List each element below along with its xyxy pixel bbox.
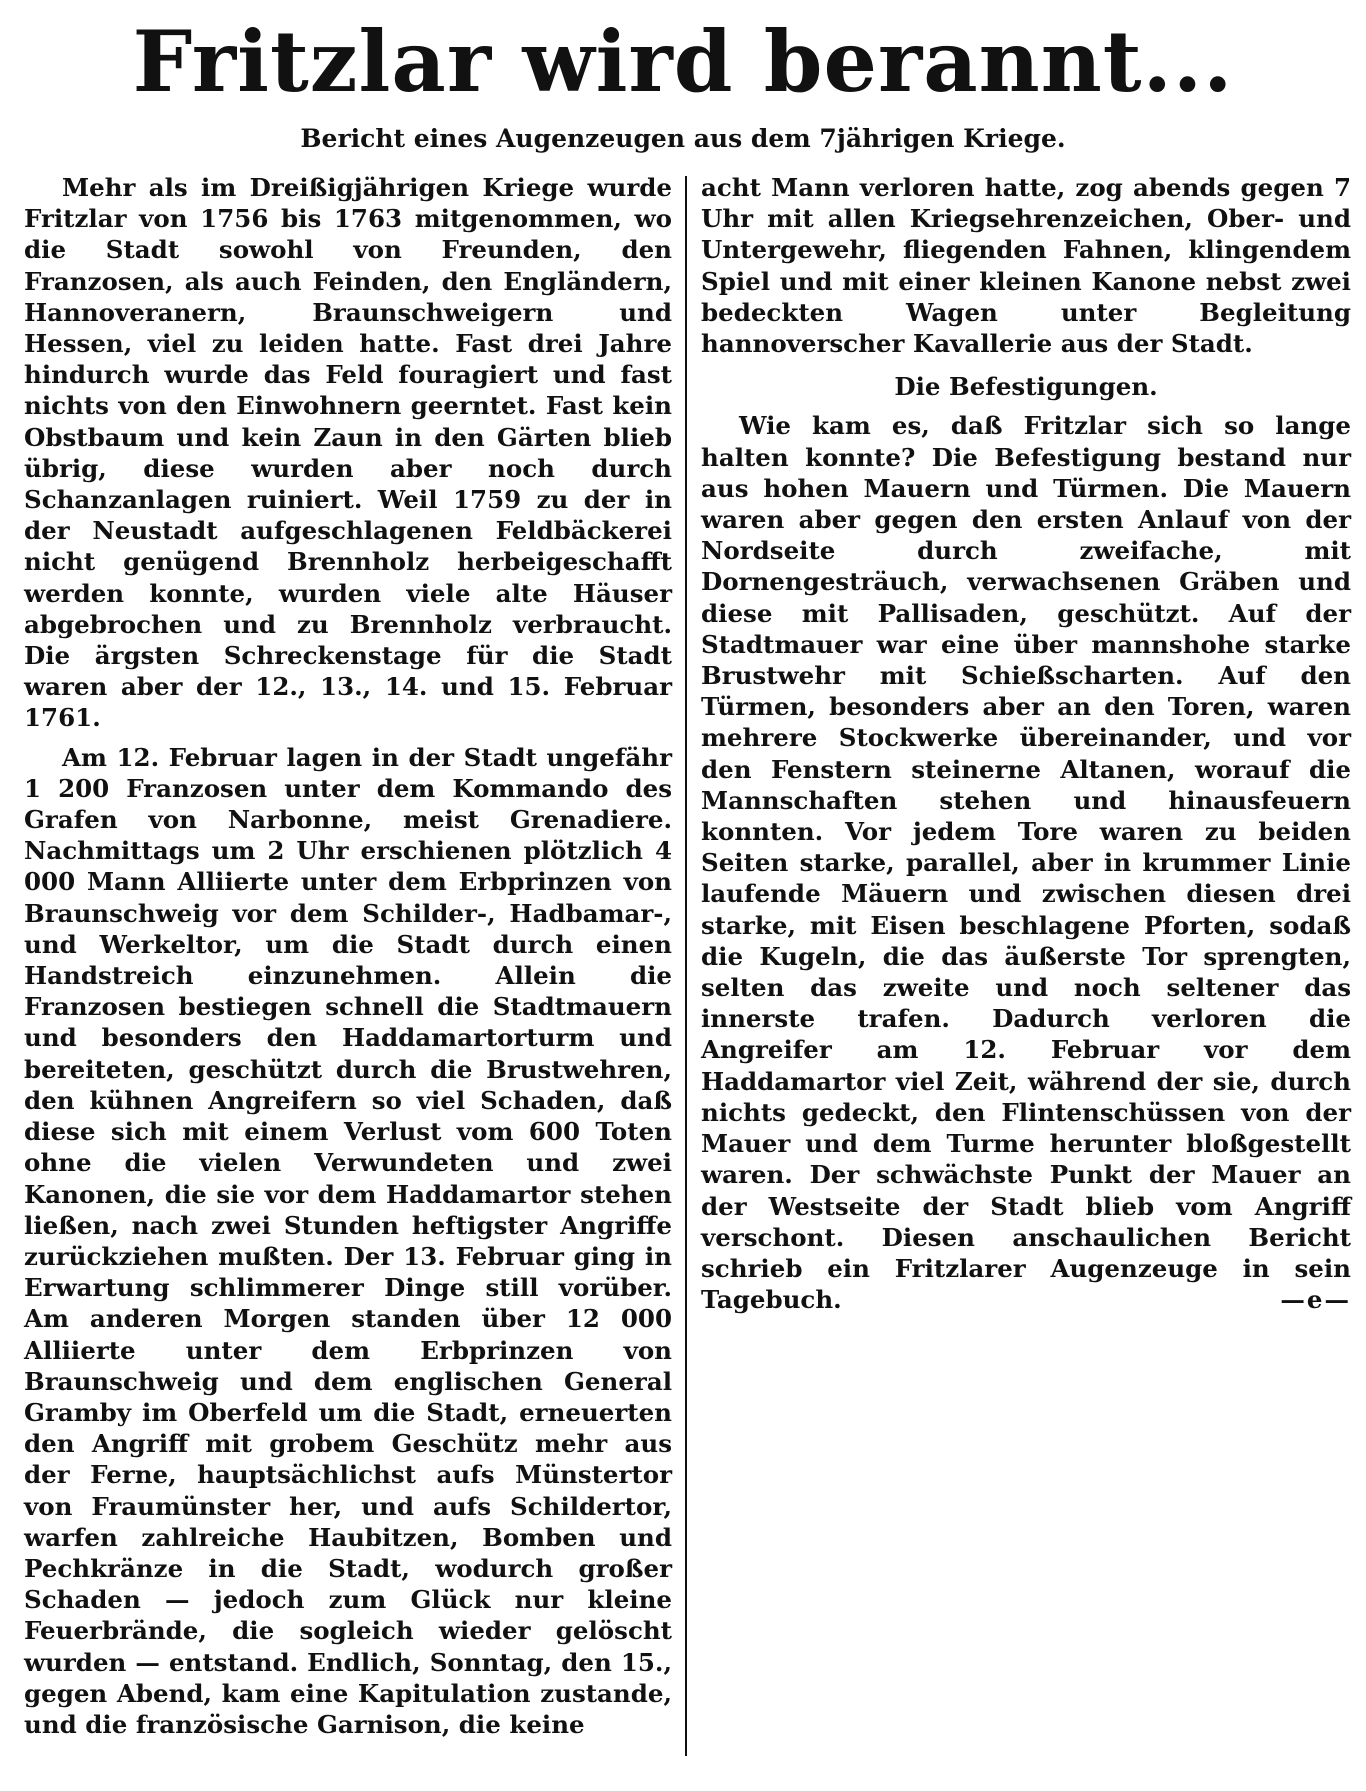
section-heading: Die Befestigungen. <box>894 372 1158 402</box>
paragraph-fortifications-text: Wie kam es, daß Fritzlar sich so lange halten konnte? Die Befestigung bestand nur aus hohen Mauern und Türmen. Die Mauern waren aber gegen den ersten Anlauf von der Nordseite durch zweifache, mit Dornengesträuch, verwachsenen Gräben und diese mit Pallisaden, geschützt. Auf der Stadtmauer war eine über mannshohe starke Brustwehr mit Schießscharten. Auf den Türmen, besonders aber an den Toren, waren mehrere Stockwerke übereinander, und vor den Fenstern steinerne Altanen, worauf die Mannschaften stehen und hinausfeuern konnten. Vor jedem Tore waren zu beiden Seiten starke, parallel, aber in krummer Linie laufende Mäuern und zwischen diesen drei starke, mit Eisen beschlagene Pforten, sodaß die Kugeln, die das äußerste Tor sprengten, selten das zweite und noch seltener das innerste trafen. Dadurch verloren die Angreifer am 12. Februar vor dem Haddamartor viel Zeit, während der sie, durch nichts gedeckt, den Flintenschüssen von der Mauer und dem Turme herunter bloßgestellt waren. Der schwächste Punkt der Mauer an der Westseite der Stadt blieb vom Angriff verschont. Diesen anschaulichen Bericht schrieb ein Fritzlarer Augenzeuge in sein Tagebuch. <box>701 411 1351 1315</box>
headline: Fritzlar wird berannt... <box>132 12 1234 111</box>
paragraph-intro: Mehr als im Dreißigjährigen Kriege wurde Fritzlar von 1756 bis 1763 mitgenommen, wo die Stadt sowohl von Freunden, den Franzosen, als auch Feinden, den Engländern, Hannoveranern, Braunschweigern und Hessen, viel zu leiden hatte. Fast drei Jahre hindurch wurde das Feld fouragiert und fast nichts von den Einwohnern geerntet. Fast kein Obstbaum und kein Zaun in den Gärten blieb übrig, diese wurden aber noch durch Schanzanlagen ruiniert. Weil 1759 zu der in der Neustadt aufgeschlagenen Feldbäckerei nicht genügend Brennholz herbeigeschafft werden konnte, wurden viele alte Häuser abgebrochen und zu Brennholz verbraucht. Die ärgsten Schreckenstage für die Stadt waren aber der 12., 13., 14. und 15. Februar 1761. <box>24 173 672 733</box>
author-signature: —e— <box>1280 1285 1351 1315</box>
paragraph-fortifications <box>701 410 1351 1315</box>
paragraph-continuation: acht Mann verloren hatte, zog abends gegen 7 Uhr mit allen Kriegsehrenzeichen, Ober- und Untergewehr, fliegenden Fahnen, klingendem Spiel und mit einer kleinen Kanone nebst zwei bedeckten Wagen unter Begleitung hannoverscher Kavallerie aus der Stadt. <box>701 173 1351 359</box>
right-column <box>701 172 1351 1315</box>
left-column <box>24 172 672 1740</box>
subtitle: Bericht eines Augenzeugen aus dem 7jährigen Kriege. <box>300 124 1066 153</box>
column-divider <box>685 176 687 1756</box>
paragraph-siege: Am 12. Februar lagen in der Stadt ungefähr 1 200 Franzosen unter dem Kommando des Grafen von Narbonne, meist Grenadiere. Nachmittags um 2 Uhr erschienen plötzlich 4 000 Mann Alliierte unter dem Erbprinzen von Braunschweig vor dem Schilder-, Hadbamar-, und Werkeltor, um die Stadt durch einen Handstreich einzunehmen. Allein die Franzosen bestiegen schnell die Stadtmauern und besonders den Haddamartorturm und bereiteten, geschützt durch die Brustwehren, den kühnen Angreifern so viel Schaden, daß diese sich mit einem Verlust vom 600 Toten ohne die vielen Verwundeten und zwei Kanonen, die sie vor dem Haddamartor stehen ließen, nach zwei Stunden heftigster Angriffe zurückziehen mußten. Der 13. Februar ging in Erwartung schlimmerer Dinge still vorüber. Am anderen Morgen standen über 12 000 Alliierte unter dem Erbprinzen von Braunschweig und dem englischen General Gramby im Oberfeld um die Stadt, erneuerten den Angriff mit grobem Geschütz mehr aus der Ferne, hauptsächlichst aufs Münstertor von Fraumünster her, und aufs Schildertor, warfen zahlreiche Haubitzen, Bomben und Pechkränze in die Stadt, wodurch großer Schaden — jedoch zum Glück nur kleine Feuerbrände, die sogleich wieder gelöscht wurden — entstand. Endlich, Sonntag, den 15., gegen Abend, kam eine Kapitulation zustande, und die französische Garnison, die keine <box>24 742 672 1739</box>
